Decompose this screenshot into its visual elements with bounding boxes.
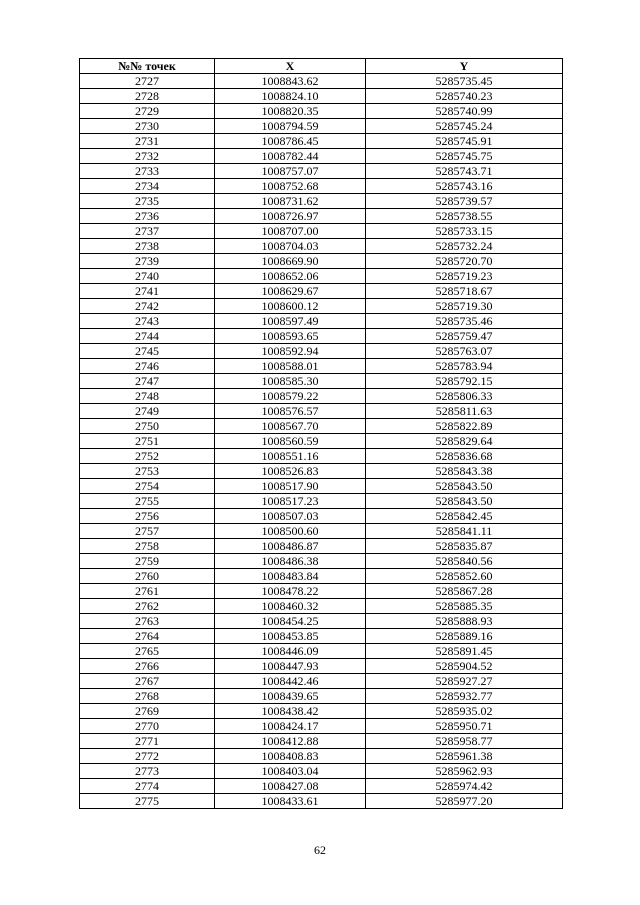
cell-point-number: 2772	[80, 749, 215, 764]
cell-point-number: 2731	[80, 134, 215, 149]
cell-x: 1008600.12	[215, 299, 366, 314]
cell-x: 1008486.38	[215, 554, 366, 569]
cell-y: 5285885.35	[366, 599, 563, 614]
cell-y: 5285743.71	[366, 164, 563, 179]
cell-y: 5285735.45	[366, 74, 563, 89]
cell-y: 5285843.50	[366, 494, 563, 509]
cell-y: 5285759.47	[366, 329, 563, 344]
table-row	[80, 359, 563, 374]
cell-point-number: 2727	[80, 74, 215, 89]
table-row	[80, 569, 563, 584]
cell-x: 1008820.35	[215, 104, 366, 119]
table-row	[80, 419, 563, 434]
cell-y: 5285822.89	[366, 419, 563, 434]
cell-point-number: 2750	[80, 419, 215, 434]
cell-point-number: 2760	[80, 569, 215, 584]
cell-x: 1008424.17	[215, 719, 366, 734]
table-row	[80, 284, 563, 299]
cell-point-number: 2736	[80, 209, 215, 224]
cell-x: 1008786.45	[215, 134, 366, 149]
cell-x: 1008483.84	[215, 569, 366, 584]
cell-point-number: 2757	[80, 524, 215, 539]
table-row	[80, 659, 563, 674]
table-row	[80, 629, 563, 644]
cell-point-number: 2743	[80, 314, 215, 329]
table-row	[80, 344, 563, 359]
cell-point-number: 2758	[80, 539, 215, 554]
table-row	[80, 779, 563, 794]
table-row	[80, 599, 563, 614]
table-row	[80, 269, 563, 284]
cell-y: 5285835.87	[366, 539, 563, 554]
cell-x: 1008412.88	[215, 734, 366, 749]
cell-y: 5285718.67	[366, 284, 563, 299]
table-row	[80, 164, 563, 179]
cell-point-number: 2762	[80, 599, 215, 614]
table-header-row	[80, 59, 563, 74]
cell-y: 5285927.27	[366, 674, 563, 689]
table-row	[80, 434, 563, 449]
cell-x: 1008403.04	[215, 764, 366, 779]
cell-y: 5285852.60	[366, 569, 563, 584]
cell-y: 5285792.15	[366, 374, 563, 389]
cell-point-number: 2765	[80, 644, 215, 659]
cell-y: 5285950.71	[366, 719, 563, 734]
cell-point-number: 2761	[80, 584, 215, 599]
table-row	[80, 689, 563, 704]
cell-x: 1008782.44	[215, 149, 366, 164]
table-row	[80, 794, 563, 809]
cell-y: 5285763.07	[366, 344, 563, 359]
cell-y: 5285719.30	[366, 299, 563, 314]
cell-y: 5285889.16	[366, 629, 563, 644]
cell-point-number: 2739	[80, 254, 215, 269]
table-row	[80, 404, 563, 419]
table-row	[80, 554, 563, 569]
header-x: X	[215, 59, 366, 74]
table-row	[80, 209, 563, 224]
table-row	[80, 479, 563, 494]
cell-y: 5285745.91	[366, 134, 563, 149]
cell-point-number: 2733	[80, 164, 215, 179]
cell-x: 1008560.59	[215, 434, 366, 449]
cell-y: 5285961.38	[366, 749, 563, 764]
table-row	[80, 224, 563, 239]
cell-point-number: 2753	[80, 464, 215, 479]
cell-point-number: 2775	[80, 794, 215, 809]
table-row	[80, 719, 563, 734]
cell-y: 5285891.45	[366, 644, 563, 659]
coordinates-table	[79, 58, 563, 809]
table-row	[80, 329, 563, 344]
table-row	[80, 134, 563, 149]
cell-x: 1008517.23	[215, 494, 366, 509]
cell-point-number: 2730	[80, 119, 215, 134]
cell-x: 1008433.61	[215, 794, 366, 809]
table-row	[80, 374, 563, 389]
table-row	[80, 749, 563, 764]
cell-point-number: 2734	[80, 179, 215, 194]
cell-x: 1008757.07	[215, 164, 366, 179]
cell-point-number: 2732	[80, 149, 215, 164]
cell-y: 5285738.55	[366, 209, 563, 224]
table-row	[80, 254, 563, 269]
cell-x: 1008517.90	[215, 479, 366, 494]
cell-x: 1008579.22	[215, 389, 366, 404]
cell-x: 1008824.10	[215, 89, 366, 104]
cell-point-number: 2766	[80, 659, 215, 674]
cell-y: 5285739.57	[366, 194, 563, 209]
cell-x: 1008704.03	[215, 239, 366, 254]
cell-x: 1008843.62	[215, 74, 366, 89]
cell-point-number: 2737	[80, 224, 215, 239]
cell-point-number: 2729	[80, 104, 215, 119]
cell-point-number: 2773	[80, 764, 215, 779]
cell-y: 5285904.52	[366, 659, 563, 674]
cell-y: 5285974.42	[366, 779, 563, 794]
cell-x: 1008588.01	[215, 359, 366, 374]
table-row	[80, 674, 563, 689]
cell-point-number: 2756	[80, 509, 215, 524]
table-row	[80, 614, 563, 629]
table-row	[80, 584, 563, 599]
cell-x: 1008731.62	[215, 194, 366, 209]
cell-x: 1008500.60	[215, 524, 366, 539]
cell-y: 5285842.45	[366, 509, 563, 524]
table-row	[80, 179, 563, 194]
table-row	[80, 74, 563, 89]
cell-point-number: 2744	[80, 329, 215, 344]
cell-y: 5285811.63	[366, 404, 563, 419]
cell-point-number: 2751	[80, 434, 215, 449]
cell-y: 5285719.23	[366, 269, 563, 284]
cell-y: 5285735.46	[366, 314, 563, 329]
cell-point-number: 2771	[80, 734, 215, 749]
cell-x: 1008629.67	[215, 284, 366, 299]
cell-y: 5285841.11	[366, 524, 563, 539]
cell-x: 1008442.46	[215, 674, 366, 689]
cell-y: 5285743.16	[366, 179, 563, 194]
cell-x: 1008794.59	[215, 119, 366, 134]
cell-y: 5285732.24	[366, 239, 563, 254]
cell-y: 5285977.20	[366, 794, 563, 809]
cell-y: 5285962.93	[366, 764, 563, 779]
cell-y: 5285843.38	[366, 464, 563, 479]
cell-x: 1008707.00	[215, 224, 366, 239]
cell-y: 5285958.77	[366, 734, 563, 749]
cell-point-number: 2774	[80, 779, 215, 794]
table-row	[80, 464, 563, 479]
header-point-number: №№ точек	[80, 59, 215, 74]
cell-x: 1008446.09	[215, 644, 366, 659]
cell-y: 5285867.28	[366, 584, 563, 599]
cell-y: 5285829.64	[366, 434, 563, 449]
cell-point-number: 2752	[80, 449, 215, 464]
cell-x: 1008576.57	[215, 404, 366, 419]
table-row	[80, 539, 563, 554]
cell-point-number: 2745	[80, 344, 215, 359]
table-row	[80, 524, 563, 539]
cell-point-number: 2728	[80, 89, 215, 104]
cell-y: 5285840.56	[366, 554, 563, 569]
cell-point-number: 2738	[80, 239, 215, 254]
cell-x: 1008593.65	[215, 329, 366, 344]
cell-y: 5285745.75	[366, 149, 563, 164]
cell-x: 1008592.94	[215, 344, 366, 359]
cell-x: 1008526.83	[215, 464, 366, 479]
cell-point-number: 2769	[80, 704, 215, 719]
cell-y: 5285740.99	[366, 104, 563, 119]
table-row	[80, 704, 563, 719]
cell-y: 5285745.24	[366, 119, 563, 134]
table-row	[80, 509, 563, 524]
cell-x: 1008427.08	[215, 779, 366, 794]
table-row	[80, 734, 563, 749]
cell-y: 5285932.77	[366, 689, 563, 704]
cell-point-number: 2763	[80, 614, 215, 629]
table-row	[80, 119, 563, 134]
cell-point-number: 2764	[80, 629, 215, 644]
cell-x: 1008652.06	[215, 269, 366, 284]
table-row	[80, 314, 563, 329]
cell-point-number: 2770	[80, 719, 215, 734]
cell-point-number: 2746	[80, 359, 215, 374]
table-row	[80, 764, 563, 779]
cell-point-number: 2755	[80, 494, 215, 509]
cell-x: 1008507.03	[215, 509, 366, 524]
table-row	[80, 299, 563, 314]
cell-point-number: 2735	[80, 194, 215, 209]
cell-point-number: 2740	[80, 269, 215, 284]
cell-y: 5285733.15	[366, 224, 563, 239]
table-row	[80, 89, 563, 104]
header-y: Y	[366, 59, 563, 74]
cell-x: 1008551.16	[215, 449, 366, 464]
table-row	[80, 104, 563, 119]
cell-x: 1008453.85	[215, 629, 366, 644]
cell-point-number: 2759	[80, 554, 215, 569]
cell-x: 1008408.83	[215, 749, 366, 764]
cell-point-number: 2741	[80, 284, 215, 299]
cell-x: 1008585.30	[215, 374, 366, 389]
cell-x: 1008439.65	[215, 689, 366, 704]
cell-x: 1008597.49	[215, 314, 366, 329]
cell-point-number: 2748	[80, 389, 215, 404]
cell-point-number: 2768	[80, 689, 215, 704]
table-row	[80, 194, 563, 209]
cell-x: 1008447.93	[215, 659, 366, 674]
table-row	[80, 494, 563, 509]
cell-x: 1008454.25	[215, 614, 366, 629]
page-number: 62	[314, 843, 326, 857]
cell-y: 5285843.50	[366, 479, 563, 494]
cell-y: 5285783.94	[366, 359, 563, 374]
cell-x: 1008486.87	[215, 539, 366, 554]
cell-point-number: 2754	[80, 479, 215, 494]
cell-x: 1008752.68	[215, 179, 366, 194]
cell-x: 1008460.32	[215, 599, 366, 614]
table-body	[80, 74, 563, 809]
table-row	[80, 149, 563, 164]
cell-x: 1008567.70	[215, 419, 366, 434]
cell-x: 1008726.97	[215, 209, 366, 224]
cell-point-number: 2749	[80, 404, 215, 419]
cell-y: 5285720.70	[366, 254, 563, 269]
cell-y: 5285935.02	[366, 704, 563, 719]
cell-y: 5285806.33	[366, 389, 563, 404]
cell-y: 5285888.93	[366, 614, 563, 629]
table-row	[80, 644, 563, 659]
cell-point-number: 2742	[80, 299, 215, 314]
cell-point-number: 2767	[80, 674, 215, 689]
table-row	[80, 449, 563, 464]
cell-y: 5285836.68	[366, 449, 563, 464]
cell-x: 1008669.90	[215, 254, 366, 269]
table-row	[80, 389, 563, 404]
cell-point-number: 2747	[80, 374, 215, 389]
cell-x: 1008478.22	[215, 584, 366, 599]
cell-y: 5285740.23	[366, 89, 563, 104]
cell-x: 1008438.42	[215, 704, 366, 719]
table-row	[80, 239, 563, 254]
